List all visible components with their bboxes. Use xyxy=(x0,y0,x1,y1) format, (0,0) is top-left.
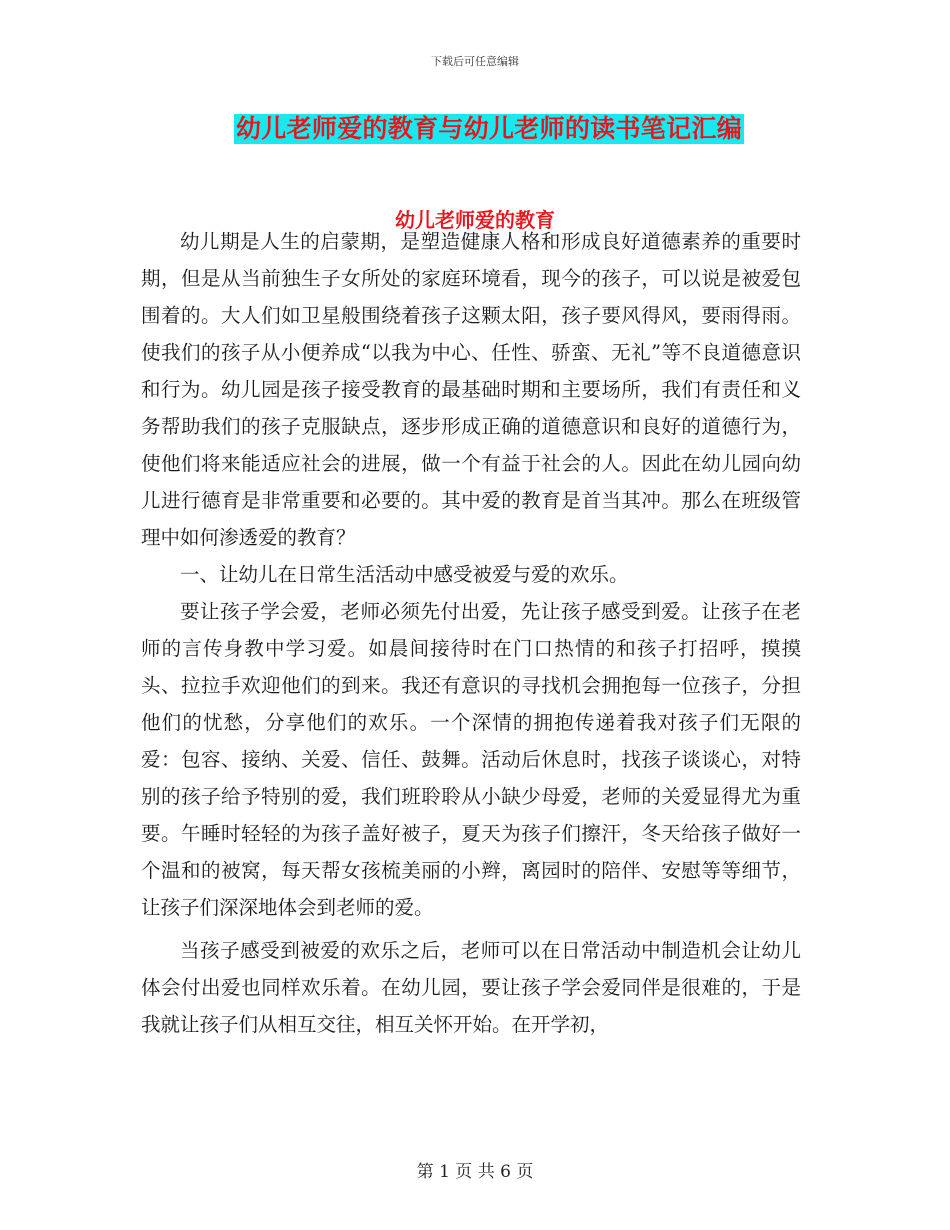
body-heading-paragraph: 一、让幼儿在日常生活活动中感受被爱与爱的欢乐。 xyxy=(180,563,629,586)
body-paragraph: 要让孩子学会爱，老师必须先付出爱，先让孩子感受到爱。让孩子在老师的言传身教中学习爱。如晨间接待时在门口热情的和孩子打招呼，摸摸头、拉拉手欢迎他们的到来。我还有意识的寻找机会拥抱每一位孩子，分担他们的忧愁，分享他们的欢乐。一个深情的拥抱传递着我对孩子们无限的爱：包容、接纳、关爱、信任、鼓舞。活动后休息时，找孩子谈谈心，对特别的孩子给予特别的爱，我们班聆聆从小缺少母爱，老师的关爱显得尤为重要。午睡时轻轻的为孩子盖好被子，夏天为孩子们擦汗，冬天给孩子做好一个温和的被窝，每天帮女孩梳美丽的小辫，离园时的陪伴、安慰等等细节，让孩子们深深地体会到老师的爱。 xyxy=(141,600,801,919)
body-paragraph: 当孩子感受到被爱的欢乐之后，老师可以在日常活动中制造机会让幼儿体会付出爱也同样欢乐着。在幼儿园，要让孩子学会爱同伴是很难的，于是我就让孩子们从相互交往，相互关怀开始。在开学初， xyxy=(141,939,801,1036)
page-number: 第 1 页 共 6 页 xyxy=(416,1162,534,1182)
section-title: 幼儿老师爱的教育 xyxy=(395,208,555,232)
body-paragraph: 幼儿期是人生的启蒙期，是塑造健康人格和形成良好道德素养的重要时期，但是从当前独生子女所处的家庭环境看，现今的孩子，可以说是被爱包围着的。大人们如卫星般围绕着孩子这颗太阳，孩子要风得风，要雨得雨。使我们的孩子从小便养成“以我为中心、任性、骄蛮、无礼”等不良道德意识和行为。幼儿园是孩子接受教育的最基础时期和主要场所，我们有责任和义务帮助我们的孩子克服缺点，逐步形成正确的道德意识和良好的道德行为，使他们将来能适应社会的进展，做一个有益于社会的人。因此在幼儿园向幼儿进行德育是非常重要和必要的。其中爱的教育是首当其冲。那么在班级管理中如何渗透爱的教育？ xyxy=(141,230,801,549)
document-title: 幼儿老师爱的教育与幼儿老师的读书笔记汇编 xyxy=(236,114,743,143)
page-header-note: 下载后可任意编辑 xyxy=(431,55,519,68)
document-body xyxy=(141,223,801,1043)
